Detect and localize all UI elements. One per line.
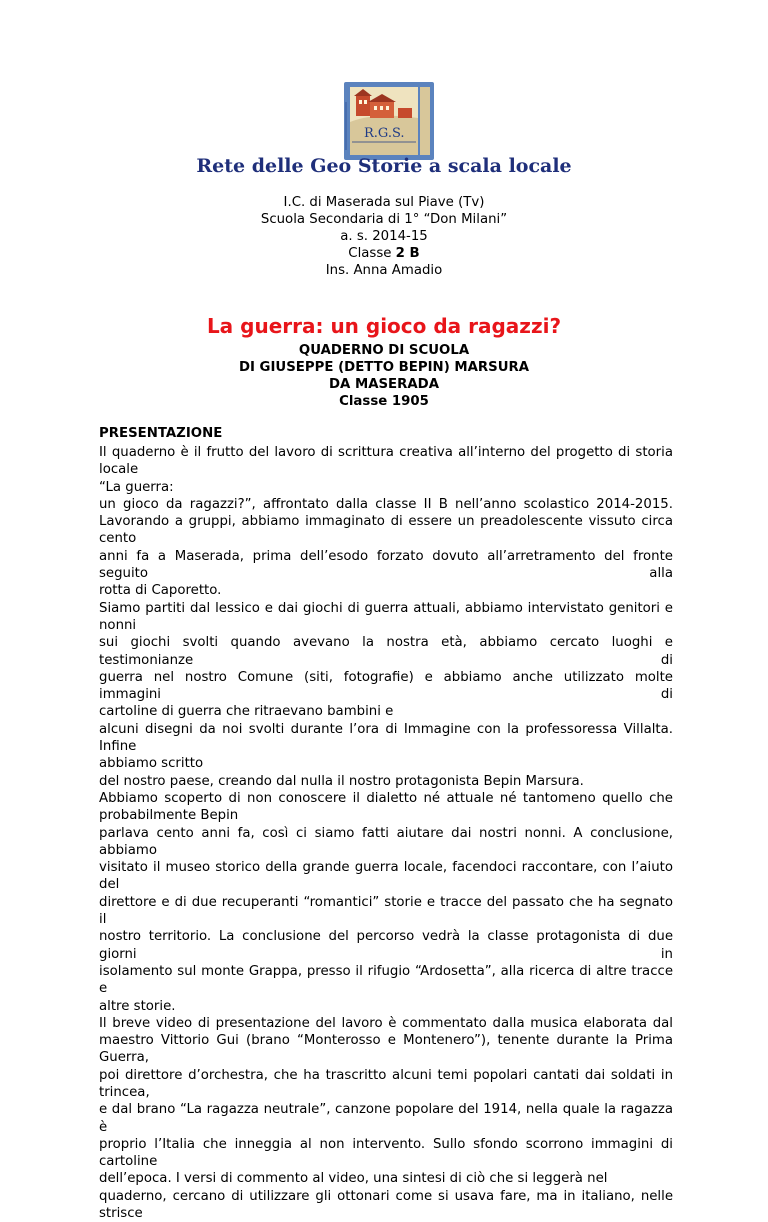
section-heading: PRESENTAZIONE [99, 426, 223, 441]
body-line: quaderno, cercano di utilizzare gli ottonari come si usava fare, ma in italiano, nelle strisce [99, 1188, 673, 1222]
body-line: Abbiamo scoperto di non conoscere il dialetto né attuale né tantomeno quello che [99, 790, 673, 806]
rgs-logo [344, 82, 434, 160]
body-line: nostro territorio. La conclusione del percorso vedrà la classe protagonista di due giorni in [99, 929, 673, 962]
body-line: “La guerra: [99, 479, 174, 495]
body-line: cartoline di guerra che ritraevano bambini e [99, 704, 394, 720]
rgs-logo-image [344, 82, 434, 160]
body-text [99, 444, 673, 1222]
class-prefix: Classe [348, 246, 396, 261]
body-line: guerra nel nostro Comune (siti, fotografie) e abbiamo anche utilizzato molte immagini di [99, 669, 673, 703]
body-line: altre storie. [99, 998, 176, 1014]
school-year: a. s. 2014-15 [340, 229, 428, 244]
body-line: isolamento sul monte Grappa, presso il rifugio “Ardosetta”, alla ricerca di altre tracce e [99, 963, 673, 997]
body-line: anni fa a Maserada, prima dell’esodo forzato dovuto all’arretramento del fronte seguito alla [99, 548, 673, 582]
body-line: proprio l’Italia che inneggia al non intervento. Sullo sfondo scorrono immagini di cartoline [99, 1136, 673, 1170]
body-line: parlava cento anni fa, così ci siamo fatti aiutare dai nostri nonni. A conclusione, abbiamo [99, 825, 673, 858]
body-line: poi direttore d’orchestra, che ha trascritto alcuni temi popolari cantati dai soldati in trincea, [99, 1067, 673, 1100]
body-line: dell’epoca. I versi di commento al video, una sintesi di ciò che si leggerà nel [99, 1171, 608, 1187]
subtitle-line-1: QUADERNO DI SCUOLA [298, 343, 470, 358]
body-line: maestro Vittorio Gui (brano “Monterosso e Montenero”), tenente durante la Prima Guerra, [99, 1033, 673, 1066]
document-subtitle [0, 342, 768, 410]
subtitle-line-2: DI GIUSEPPE (DETTO BEPIN) MARSURA [238, 360, 530, 375]
class-value: 2 B [395, 246, 420, 261]
logo-text: R.G.S. [364, 126, 405, 141]
organization-title: Rete delle Geo Storie a scala locale [196, 155, 572, 177]
school-line-2: Scuola Secondaria di 1° “Don Milani” [260, 212, 508, 227]
school-line-1: I.C. di Maserada sul Piave (Tv) [283, 195, 485, 210]
school-info [0, 194, 768, 279]
body-line: un gioco da ragazzi?”, affrontato dalla classe II B nell’anno scolastico 2014-2015. [99, 496, 673, 512]
body-line: Lavorando a gruppi, abbiamo immaginato di essere un preadolescente vissuto circa cento [99, 514, 673, 547]
body-line: Siamo partiti dal lessico e dai giochi di guerra attuali, abbiamo intervistato genitori e nonni [99, 600, 673, 633]
subtitle-line-3: DA MASERADA [329, 377, 439, 392]
body-line: alcuni disegni da noi svolti durante l’ora di Immagine con la professoressa Villalta. Infine [99, 721, 673, 755]
body-line: abbiamo scritto [99, 756, 204, 772]
body-line: probabilmente Bepin [99, 808, 239, 824]
body-line: e dal brano “La ragazza neutrale”, canzone popolare del 1914, nella quale la ragazza è [99, 1102, 673, 1135]
subtitle-line-4: Classe 1905 [339, 394, 429, 409]
body-line: Il breve video di presentazione del lavoro è commentato dalla musica elaborata dal [99, 1015, 673, 1031]
body-line: rotta di Caporetto. [99, 583, 222, 599]
body-line: visitato il museo storico della grande guerra locale, facendoci raccontare, con l’aiuto del [99, 860, 673, 893]
body-line: Il quaderno è il frutto del lavoro di scrittura creativa all’interno del progetto di storia locale [99, 445, 673, 478]
body-line: del nostro paese, creando dal nulla il nostro protagonista Bepin Marsura. [99, 773, 584, 789]
class-line [0, 245, 768, 262]
body-line: sui giochi svolti quando avevano la nostra età, abbiamo cercato luoghi e testimonianze di [99, 635, 673, 668]
document-title: La guerra: un gioco da ragazzi? [206, 314, 562, 338]
body-line: direttore e di due recuperanti “romantici” storie e tracce del passato che ha segnato il [99, 894, 673, 928]
teacher-name: Ins. Anna Amadio [325, 263, 443, 278]
